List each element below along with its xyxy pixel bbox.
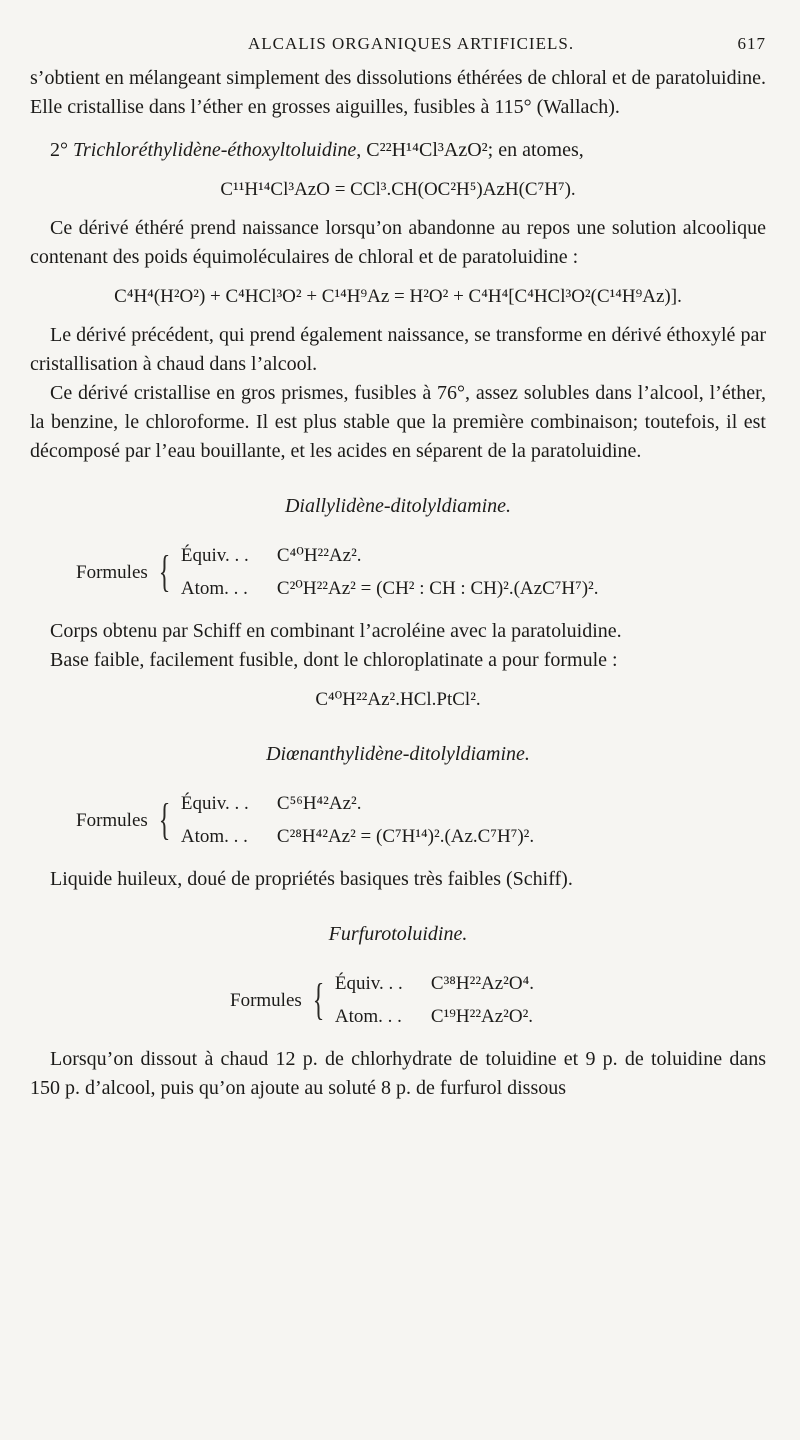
formulas-label: Formules	[76, 561, 148, 583]
formula-key: Équiv. . .	[334, 973, 403, 994]
formula-value: C¹⁹H²²Az²O².	[430, 1006, 534, 1027]
paragraph: Ce dérivé cristallise en gros prismes, fusibles à 76°, assez solubles dans l’alcool, l’éther, la benzine, le chloroforme. Il est plus stable que la première combinaison; toutefois, il est décomposé par l’eau bouillante, et les acides en séparent de la paratoluidine.	[30, 382, 766, 462]
running-head-title: ALCALIS ORGANIQUES ARTIFICIELS.	[248, 34, 575, 53]
formula-value: C⁴⁰H²²Az².	[276, 545, 362, 566]
paragraph: Liquide huileux, doué de propriétés basiques très faibles (Schiff).	[50, 868, 573, 890]
formula-row	[335, 969, 534, 998]
item-2-name: Trichloréthylidène-éthoxyltoluidine	[73, 139, 357, 161]
formula-row	[181, 574, 599, 603]
paragraph: Lorsqu’on dissout à chaud 12 p. de chlorhydrate de toluidine et 9 p. de toluidine dans 150 p. d’alcool, puis qu’on ajoute au soluté 8 p. de furfurol dissous	[30, 1048, 766, 1099]
formula-value: C²⁰H²²Az² = (CH² : CH : CH)².(AzC⁷H⁷)².	[276, 578, 599, 599]
formula-key: Atom. . .	[180, 826, 248, 847]
item-2-equiv-formula: , C²²H¹⁴Cl³AzO²; en atomes,	[356, 139, 584, 161]
brace-icon: {	[158, 547, 171, 596]
section-title-furfurotoluidine: Furfurotoluidine.	[328, 923, 468, 945]
paragraph: Corps obtenu par Schiff en combinant l’acroléine avec la paratoluidine.	[50, 620, 622, 642]
item-2-heading	[30, 136, 766, 165]
formula-row	[181, 789, 534, 818]
brace-icon: {	[312, 975, 325, 1024]
formula-row	[335, 1002, 534, 1031]
paragraph: Ce dérivé éthéré prend naissance lorsqu’on abandonne au repos une solution alcoolique contenant des poids équimoléculaires de chloral et de paratoluidine :	[30, 217, 766, 268]
formula-value: C²⁸H⁴²Az² = (C⁷H¹⁴)².(Az.C⁷H⁷)².	[276, 826, 535, 847]
formulas-label: Formules	[230, 989, 302, 1011]
paragraph: Le dérivé précédent, qui prend également naissance, se transforme en dérivé éthoxylé par cristallisation à chaud dans l’alcool.	[30, 324, 766, 375]
page-number: 617	[737, 34, 766, 53]
formulas-block	[230, 969, 766, 1031]
formula-key: Atom. . .	[180, 578, 248, 599]
atomic-formula: C¹¹H¹⁴Cl³AzO = CCl³.CH(OC²H⁵)AzH(C⁷H⁷).	[220, 179, 576, 200]
paragraph: s’obtient en mélangeant simplement des dissolutions éthérées de chloral et de paratoluidine. Elle cristallise dans l’éther en grosses aiguilles, fusibles à 115° (Wallach).	[30, 67, 766, 118]
formula-key: Atom. . .	[334, 1006, 402, 1027]
item-2-prefix: 2°	[50, 139, 68, 161]
page-body	[30, 64, 766, 1103]
section-title-diallylidene: Diallylidène-ditolyldiamine.	[284, 495, 512, 517]
formulas-block	[76, 541, 766, 603]
formula-value: C⁵⁶H⁴²Az².	[276, 793, 362, 814]
formulas-block	[76, 789, 766, 851]
paragraph: Base faible, facilement fusible, dont le chloroplatinate a pour formule :	[50, 649, 618, 671]
formulas-label: Formules	[76, 809, 148, 831]
formula-value: C³⁸H²²Az²O⁴.	[430, 973, 534, 994]
brace-icon: {	[158, 795, 171, 844]
formula-key: Équiv. . .	[180, 793, 249, 814]
section-title-dioenanthylidene: Diœnanthylidène-ditolyldiamine.	[266, 743, 530, 765]
formula-key: Équiv. . .	[180, 545, 249, 566]
reaction-equation: C⁴H⁴(H²O²) + C⁴HCl³O² + C¹⁴H⁹Az = H²O² + C⁴H⁴[C⁴HCl³O²(C¹⁴H⁹Az)].	[114, 286, 682, 307]
running-head	[0, 34, 800, 60]
formula-row	[181, 541, 599, 570]
formula-row	[181, 822, 534, 851]
chloroplatinate-formula: C⁴⁰H²²Az².HCl.PtCl².	[315, 689, 481, 710]
